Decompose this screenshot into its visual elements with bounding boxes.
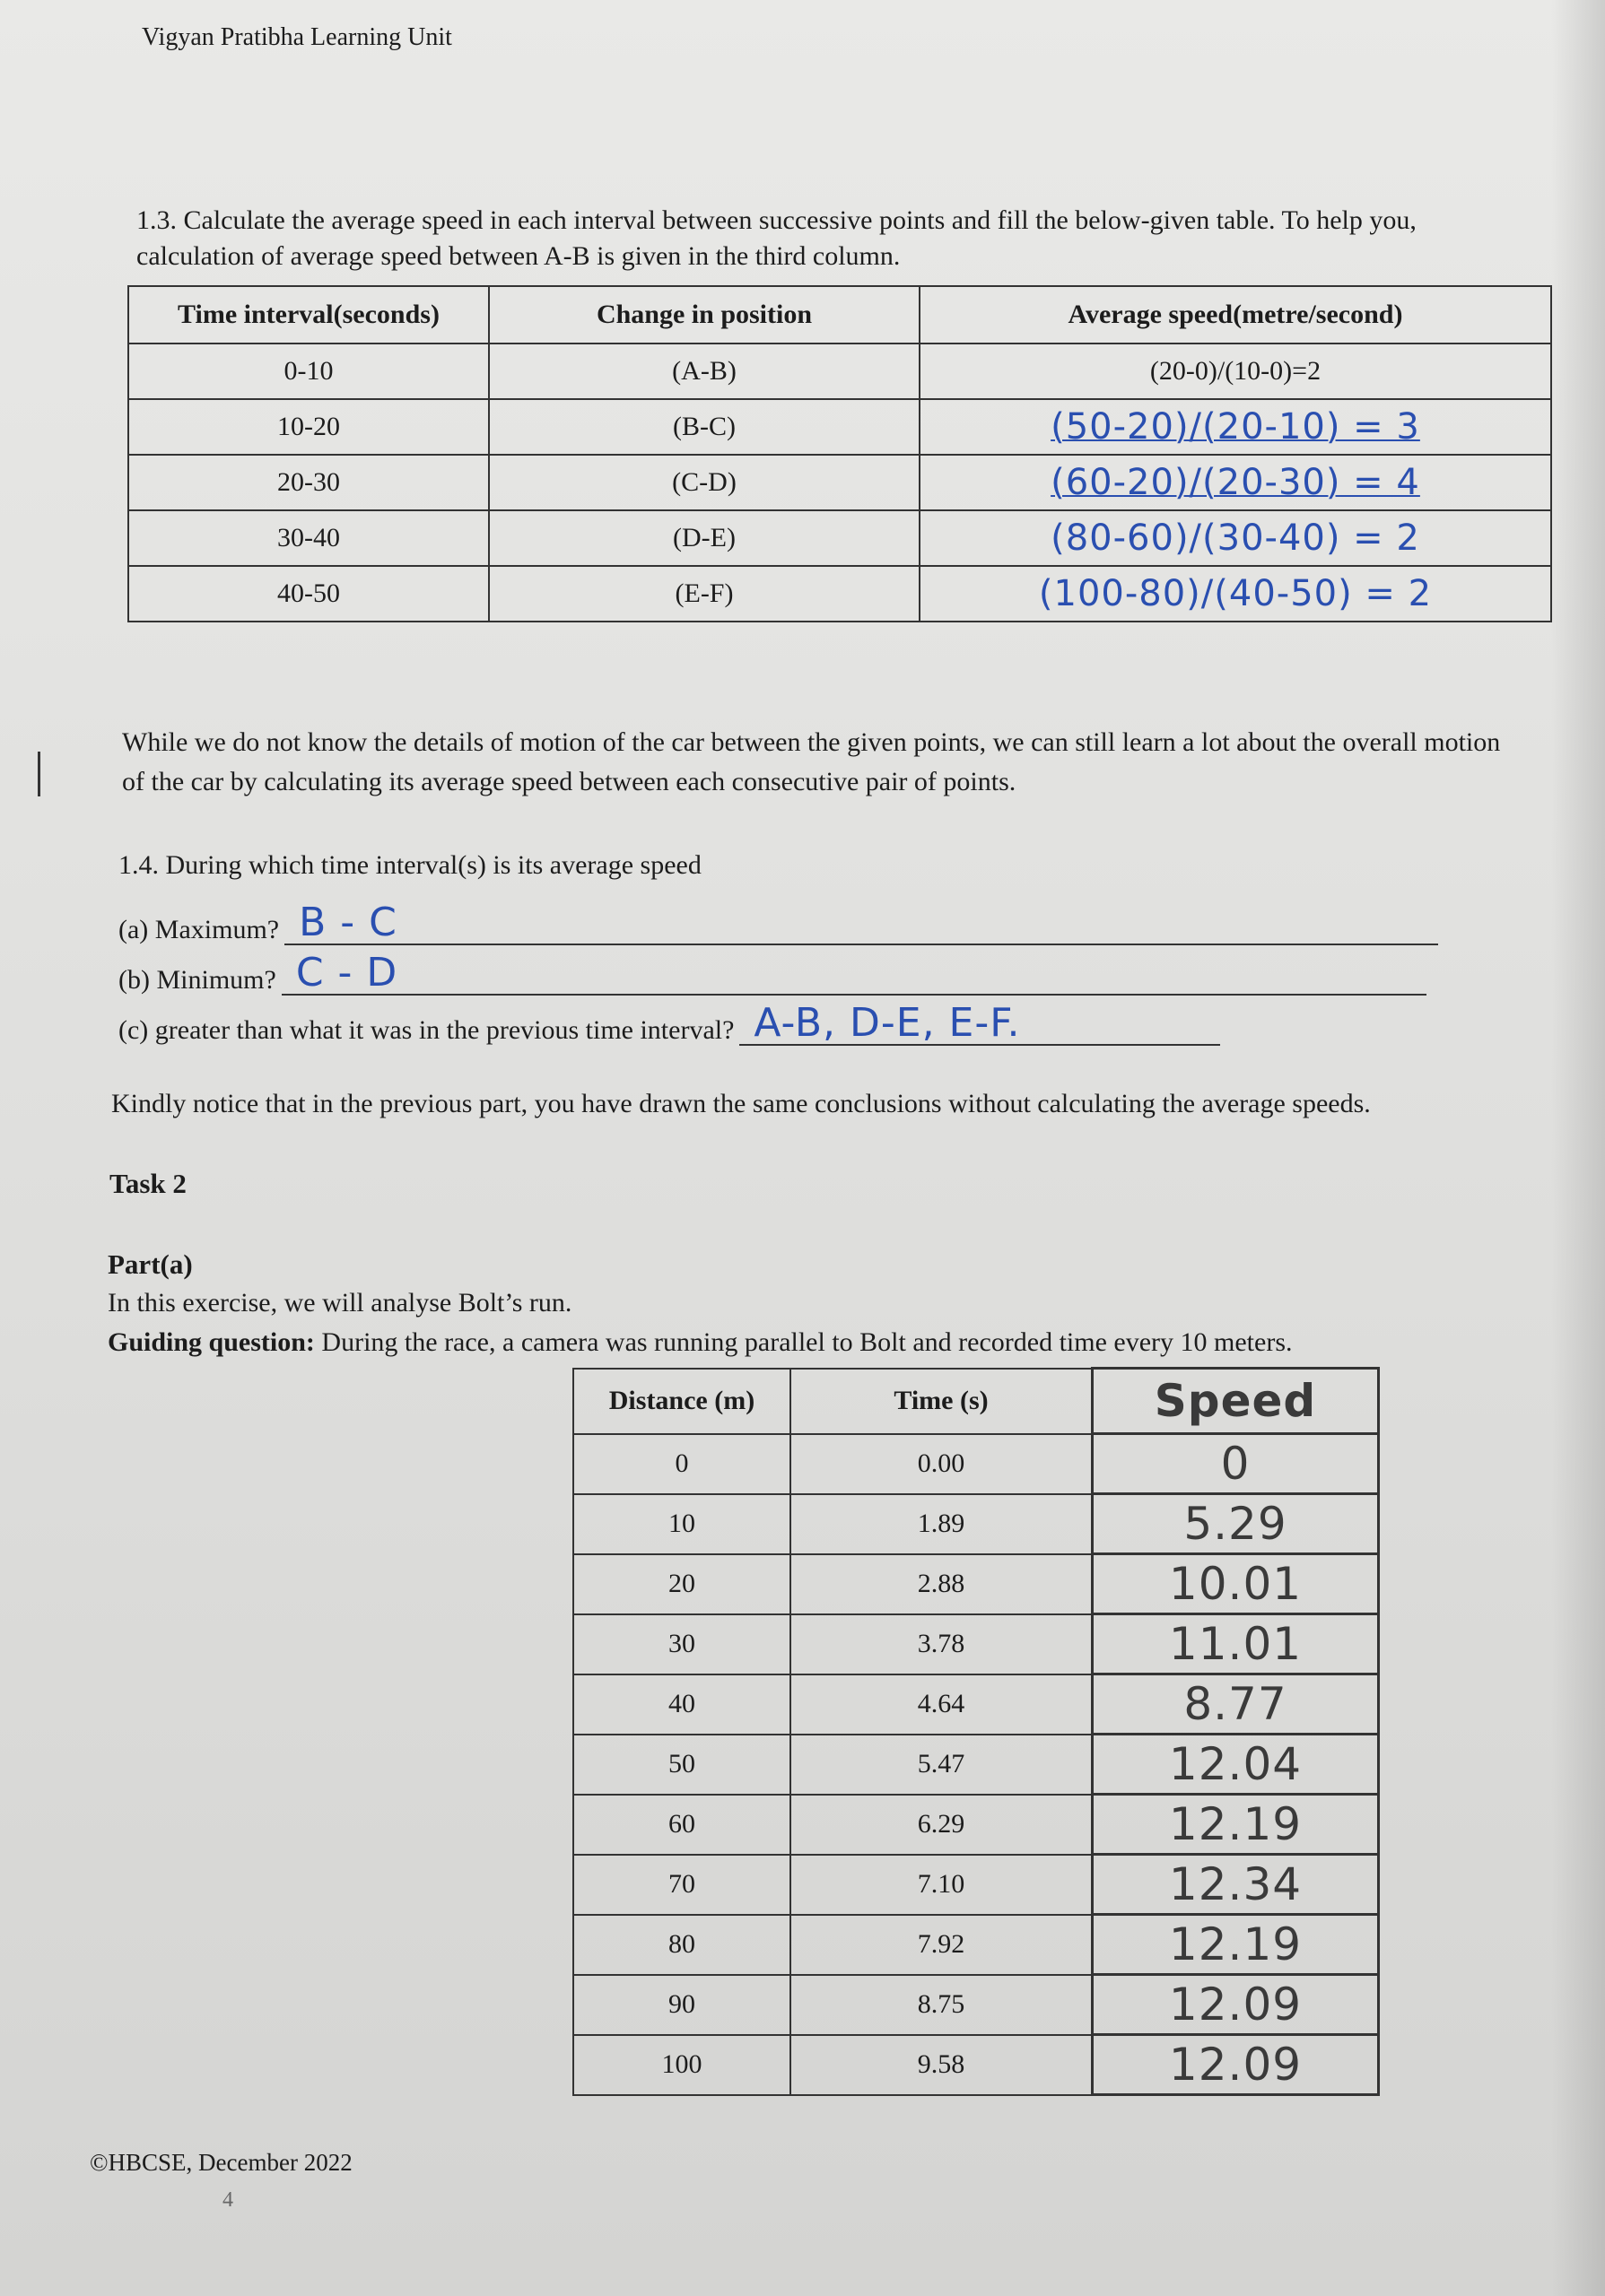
- table-row: [573, 1494, 1379, 1554]
- cell-distance: 30: [573, 1614, 790, 1674]
- cell-distance: 70: [573, 1855, 790, 1915]
- cell-change: (B-C): [489, 399, 920, 455]
- col-average-speed: Average speed(metre/second): [920, 286, 1551, 344]
- table-row: [128, 399, 1551, 455]
- copyright-footer: ©HBCSE, December 2022: [90, 2149, 353, 2176]
- cell-interval: 10-20: [128, 399, 489, 455]
- cell-distance: 10: [573, 1494, 790, 1554]
- page-number: 4: [222, 2188, 233, 2212]
- cell-speed-handwritten: (80-60)/(30-40) = 2: [920, 510, 1551, 566]
- cell-distance: 60: [573, 1795, 790, 1855]
- col-time-interval: Time interval(seconds): [128, 286, 489, 344]
- cell-speed-handwritten: 12.09: [1093, 1975, 1379, 2035]
- cell-speed-handwritten: 5.29: [1093, 1494, 1379, 1554]
- cell-time: 5.47: [790, 1735, 1093, 1795]
- cell-speed-handwritten: 0: [1093, 1434, 1379, 1494]
- cell-speed-handwritten: 12.04: [1093, 1735, 1379, 1795]
- cell-time: 0.00: [790, 1434, 1093, 1494]
- cell-interval: 40-50: [128, 566, 489, 622]
- table-row: [128, 510, 1551, 566]
- explanation-paragraph: While we do not know the details of motion of the car between the given points, we can still learn a lot about the overall motion of the car by calculating its average speed between each consecutive pair of points.: [122, 727, 1501, 796]
- cell-speed-handwritten: (100-80)/(40-50) = 2: [920, 566, 1551, 622]
- cell-distance: 40: [573, 1674, 790, 1735]
- answer-line-b: [118, 945, 1518, 996]
- cell-interval: 30-40: [128, 510, 489, 566]
- cell-time: 8.75: [790, 1975, 1093, 2035]
- cell-time: 1.89: [790, 1494, 1093, 1554]
- question-1-3: 1.3. Calculate the average speed in each interval between successive points and fill the below-given table. To help you, calculation of average speed between A-B is given in the third column.: [136, 205, 1417, 271]
- answer-label-a: (a) Maximum?: [118, 915, 280, 944]
- cell-speed-handwritten: 8.77: [1093, 1674, 1379, 1735]
- table-row: [573, 1975, 1379, 2035]
- table-row: [573, 1614, 1379, 1674]
- answer-b-handwritten: C - D: [295, 950, 398, 996]
- question-1-4: [118, 850, 1518, 1046]
- page-header: Vigyan Pratibha Learning Unit: [142, 23, 452, 51]
- table-row: [573, 1735, 1379, 1795]
- cell-speed-handwritten: 10.01: [1093, 1554, 1379, 1614]
- cell-distance: 50: [573, 1735, 790, 1795]
- table-row: [573, 1795, 1379, 1855]
- answer-line-c: [118, 996, 1518, 1046]
- answer-a-handwritten: B - C: [299, 900, 397, 945]
- cell-change: (A-B): [489, 344, 920, 399]
- part-heading: Part(a): [108, 1248, 193, 1280]
- table-row: [573, 1554, 1379, 1614]
- table-header-row: [128, 286, 1551, 344]
- cell-time: 7.92: [790, 1915, 1093, 1975]
- kindly-note: Kindly notice that in the previous part, you have drawn the same conclusions without calculating the average speeds.: [111, 1089, 1371, 1118]
- answer-field-a[interactable]: [284, 900, 1438, 945]
- table-header-row: [573, 1369, 1379, 1434]
- cell-distance: 0: [573, 1434, 790, 1494]
- table-row: [573, 1434, 1379, 1494]
- cell-time: 3.78: [790, 1614, 1093, 1674]
- answer-field-b[interactable]: [282, 950, 1426, 996]
- cell-time: 2.88: [790, 1554, 1093, 1614]
- guiding-label: Guiding question:: [108, 1327, 315, 1357]
- average-speed-table: [127, 285, 1552, 622]
- task-heading: Task 2: [109, 1168, 187, 1199]
- answer-c-handwritten: A-B, D-E, E-F.: [754, 1000, 1021, 1046]
- table-row: [128, 455, 1551, 510]
- cell-speed-handwritten: 12.19: [1093, 1915, 1379, 1975]
- answer-line-a: [118, 895, 1518, 945]
- answer-label-b: (b) Minimum?: [118, 965, 276, 995]
- table-row: [573, 1915, 1379, 1975]
- cell-time: 9.58: [790, 2035, 1093, 2095]
- cell-speed-handwritten: 12.34: [1093, 1855, 1379, 1915]
- answer-field-c[interactable]: [739, 1000, 1220, 1046]
- exercise-text: In this exercise, we will analyse Bolt’s run.: [108, 1288, 572, 1318]
- margin-mark: [38, 752, 40, 796]
- cell-speed-handwritten: 12.19: [1093, 1795, 1379, 1855]
- cell-distance: 100: [573, 2035, 790, 2095]
- cell-speed: (20-0)/(10-0)=2: [920, 344, 1551, 399]
- table-row: [573, 2035, 1379, 2095]
- table-row: [128, 566, 1551, 622]
- answer-label-c: (c) greater than what it was in the previous time interval?: [118, 1015, 735, 1045]
- cell-distance: 20: [573, 1554, 790, 1614]
- bolt-run-table: [572, 1367, 1380, 2096]
- guiding-text: During the race, a camera was running parallel to Bolt and recorded time every 10 meters.: [314, 1327, 1293, 1357]
- cell-change: (E-F): [489, 566, 920, 622]
- col-change-in-position: Change in position: [489, 286, 920, 344]
- cell-interval: 0-10: [128, 344, 489, 399]
- cell-distance: 90: [573, 1975, 790, 2035]
- cell-speed-handwritten: 11.01: [1093, 1614, 1379, 1674]
- cell-speed-handwritten: (60-20)/(20-30) = 4: [920, 455, 1551, 510]
- guiding-question: [108, 1327, 1293, 1358]
- col-speed-handwritten: Speed: [1093, 1369, 1379, 1434]
- question-1-4-title: 1.4. During which time interval(s) is its average speed: [118, 850, 702, 880]
- cell-change: (D-E): [489, 510, 920, 566]
- col-distance: Distance (m): [573, 1369, 790, 1434]
- cell-time: 6.29: [790, 1795, 1093, 1855]
- table-row: [128, 344, 1551, 399]
- cell-interval: 20-30: [128, 455, 489, 510]
- cell-time: 7.10: [790, 1855, 1093, 1915]
- cell-speed-handwritten: 12.09: [1093, 2035, 1379, 2095]
- cell-distance: 80: [573, 1915, 790, 1975]
- col-time: Time (s): [790, 1369, 1093, 1434]
- cell-speed-handwritten: (50-20)/(20-10) = 3: [920, 399, 1551, 455]
- table-row: [573, 1855, 1379, 1915]
- table-row: [573, 1674, 1379, 1735]
- cell-time: 4.64: [790, 1674, 1093, 1735]
- cell-change: (C-D): [489, 455, 920, 510]
